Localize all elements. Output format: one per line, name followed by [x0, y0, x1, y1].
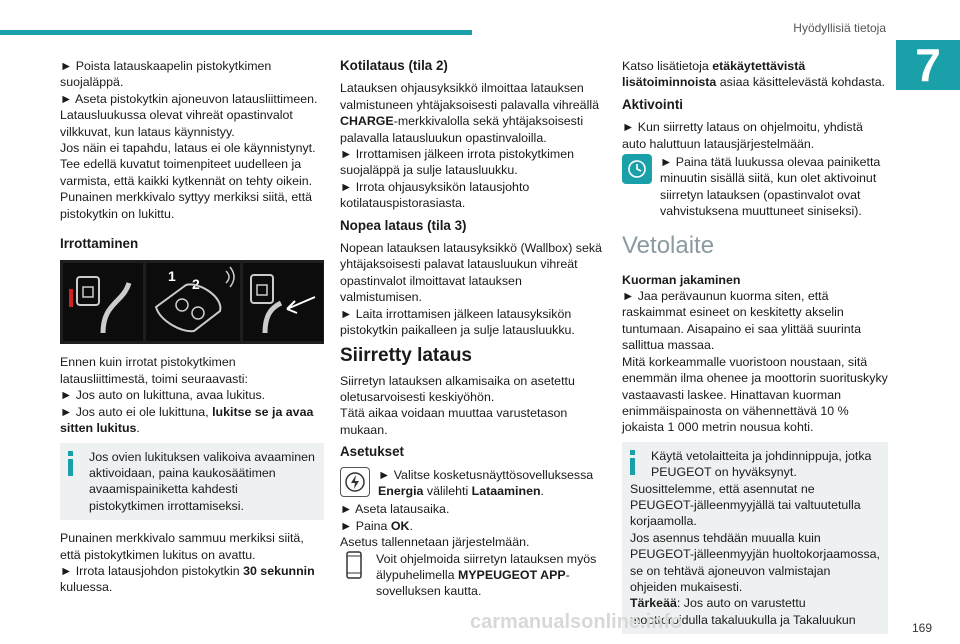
watermark: carmanualsonline.info — [470, 611, 683, 633]
info-icon — [68, 451, 73, 477]
header-accent-bar — [0, 30, 472, 35]
heading-asetukset: Asetukset — [340, 444, 405, 460]
remote-key-image — [146, 263, 240, 341]
info-note: Jos ovien lukituksen valikoiva avaaminen aktivoidaan, paina kaukosäätimen avaamispainiketta kahdesti pistokytkimen irrottamiseksi. — [60, 443, 324, 521]
heading-nopea-lataus: Nopea lataus (tila 3) — [340, 217, 467, 233]
info-note: Käytä vetolaitteita ja johdinnippuja, jotka PEUGEOT on hyväksynyt. Suosittelemme, että asennutat ne PEUGEOT-jälleenmyyjällä tai valtuutetulla korjaamolla. Jos asennus tehdään muualla kuin PEUGEOT-jälleenmyyjän huoltokorjaamossa, se on tehtävä ajoneuvon valmistajan ohjeiden mukaisesti. Tärkeää: Jos auto on varustettu moottoroidulla takaluukulla ja Takaluukun — [622, 442, 888, 634]
paragraph: Katso lisätietoja etäkäytettävistä lisätoiminnoista asiaa käsittelevästä kohdasta. — [622, 59, 886, 90]
chapter-number: 7 — [896, 40, 960, 90]
smartphone-icon — [340, 551, 368, 579]
heading-siirretty-lataus: Siirretty lataus — [340, 344, 472, 366]
paragraph: Ennen kuin irrotat pistokytkimen latausliittimestä, toimi seuraavasti: ► Jos auto on lukittuna, avaa lukitus. ► Jos auto ei ole lukittuna, lukitse se ja avaa sitten lukitus. — [60, 355, 314, 436]
deferred-charging-button-instruction: ► Paina tätä luukussa olevaa painiketta minuutin sisällä siitä, kun olet aktivoinut siirretyn latauksen (opastinvalot ovat vahvistuksena muuttuneet siniseksi). — [622, 154, 888, 220]
info-icon — [630, 450, 635, 476]
figure-label-1: 1 — [168, 268, 176, 285]
paragraph: Latauksen ohjausyksikkö ilmoittaa latauksen valmistuneen yhtäjaksoisesti palavalla vihreällä CHARGE-merkkivalolla sekä yhtäjaksoisesti palavalla latausluukun opastinvaloilla. ► Irrottamisen jälkeen irrota pistokytkimen suojaläppä ja sulje latausluukku. ► Irrota ohjausyksikön latausjohto kotilatauspistorasiasta. — [340, 81, 599, 211]
charging-flap-locked-image — [63, 263, 143, 341]
heading-kotilataus: Kotilataus (tila 2) — [340, 58, 448, 73]
paragraph: ► Jaa perävaunun kuorma siten, että raskaimmat esineet on keskitetty akselin tuntumaan. Aisapaino ei saa ylittää suurinta sallittua massaa. Mitä korkeammalle vuoristoon noustaan, sitä enemmän ilma ohenee ja moottorin suorituskyky vastaavasti laskee. Hinattavan kuorman enimmäispainosta on vähennettävä 10 % jokaista 1 000 metrin nousua kohti. — [622, 289, 888, 435]
plug-removal-image — [243, 263, 323, 341]
paragraph: ► Poista latauskaapelin pistokytkimen suojaläppä. ► Aseta pistokytkin ajoneuvon latausliittimeen. Latausluukussa olevat vihreät opastinvalot vilkkuvat, kun lataus käynnistyy. Jos näin ei tapahdu, lataus ei ole käynnistynyt. Tee edellä kuvatut toimenpiteet uudelleen ja varmista, että kaikki kytkennät on tehty oikein. Punainen merkkivalo syttyy merkiksi siitä, että pistokytkin on lukittu. — [60, 59, 318, 221]
heading-aktivointi: Aktivointi — [622, 96, 684, 112]
heading-vetolaite: Vetolaite — [622, 231, 715, 259]
paragraph: Nopean latauksen latausyksikkö (Wallbox) sekä yhtäjaksoisesti palavat latausluukun vihreät opastinvalot ilmoittavat latauksen valmistumisen. ► Laita irrottamisen jälkeen latausyksikön pistokytkin paikalleen ja sulje latausluukku. — [340, 241, 602, 338]
page-header-title: Hyödyllisiä tietoja — [793, 21, 886, 35]
heading-irrottaminen: Irrottaminen — [60, 236, 139, 252]
unlocking-illustration — [60, 260, 324, 344]
paragraph: Punainen merkkivalo sammuu merkiksi siitä, että pistokytkimen lukitus on avattu. ► Irrota latausjohdon pistokytkin 30 sekunnin kuluessa. — [60, 531, 315, 595]
deferred-charging-clock-icon — [622, 154, 652, 184]
paragraph: ► Kun siirretty lataus on ohjelmoitu, yhdistä auto haluttuun latausjärjestelmään. — [622, 120, 863, 151]
column-1 — [60, 58, 324, 602]
energy-app-icon — [340, 467, 370, 497]
paragraph: Siirretyn latauksen alkamisaika on asetettu oletusarvoisesti keskiyöhön. Tätä aikaa voidaan muuttaa varustetason mukaan. — [340, 373, 575, 437]
column-2 — [340, 58, 606, 602]
heading-kuorman-jakaminen: Kuorman jakaminen — [622, 272, 741, 287]
energy-app-instruction: ► Valitse kosketusnäyttösovelluksessa Energia välilehti Lataaminen. — [340, 467, 606, 500]
figure-label-2: 2 — [192, 276, 200, 293]
page-number: 169 — [911, 621, 932, 635]
paragraph: ► Aseta latausaika. ► Paina OK. Asetus tallennetaan järjestelmään. — [340, 502, 530, 550]
column-3 — [622, 58, 888, 644]
smartphone-app-instruction: Voit ohjelmoida siirretyn latauksen myös älypuhelimella MYPEUGEOT APP-sovelluksen kautta. — [340, 551, 606, 600]
